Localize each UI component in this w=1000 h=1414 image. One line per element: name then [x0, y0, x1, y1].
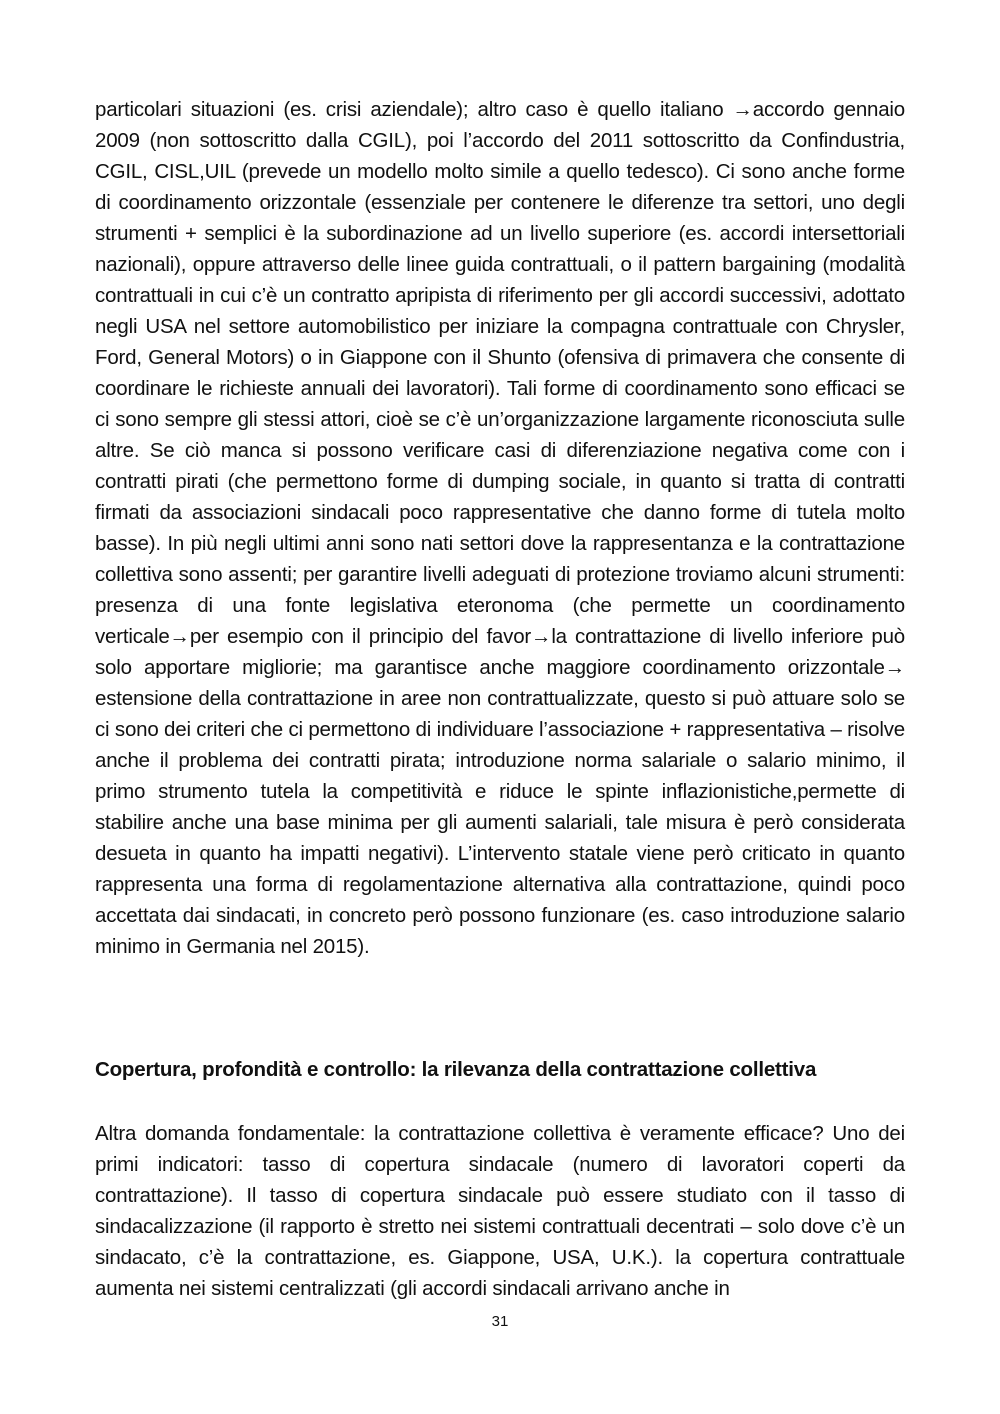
body-paragraph: particolari situazioni (es. crisi aziendale); altro caso è quello italiano →accordo gennaio 2009 (non sottoscritto dalla CGIL), poi l’accordo del 2011 sottoscritto da Confindustria, CGIL, CISL,UIL (prevede un modello molto simile a quello tedesco). Ci sono anche forme di coordinamento orizzontale (essenziale per contenere le diferenze tra settori, uno degli strumenti + semplici è la subordinazione ad un livello superiore (es. accordi intersettoriali nazionali), oppure attraverso delle linee guida contrattuali, o il pattern bargaining (modalità contrattuali in cui c’è un contratto apripista di riferimento per gli accordi successivi, adottato negli USA nel settore automobilistico per iniziare la compagna contrattuale con Chrysler, Ford, General Motors) o in Giappone con il Shunto (ofensiva di primavera che consente di coordinare le richieste annuali dei lavoratori). Tali forme di coordinamento sono efficaci se ci sono sempre gli stessi attori, cioè se c’è un’organizzazione largamente riconosciuta sulle altre. Se ciò manca si possono verificare casi di diferenziazione negativa come con i contratti pirati (che permettono forme di dumping sociale, in quanto si tratta di contratti firmati da associazioni sindacali poco rappresentative che danno forme di tutela molto basse). In più negli ultimi anni sono nati settori dove la rappresentanza e la contrattazione collettiva sono assenti; per garantire livelli adeguati di protezione troviamo alcuni strumenti: presenza di una fonte legislativa eteronoma (che permette un coordinamento verticale→per esempio con il principio del favor→la contrattazione di livello inferiore può solo apportare migliorie; ma garantisce anche maggiore coordinamento orizzontale→ estensione della contrattazione in aree non contrattualizzate, questo si può attuare solo se ci sono dei criteri che ci permettono di individuare l’associazione + rappresentativa – risolve anche il problema dei contratti pirata; introduzione norma salariale o salario minimo, il primo strumento tutela la competitività e riduce le spinte inflazionistiche,permette di stabilire anche una base minima per gli aumenti salariali, tale misura è però considerata desueta in quanto ha impatti negativi). L’intervento statale viene però criticato in quanto rappresenta una forma di regolamentazione alternativa alla contrattazione, quindi poco accettata dai sindacati, in concreto però possono funzionare (es. caso introduzione salario minimo in Germania nel 2015).	[95, 98, 905, 958]
page-number: 31	[491, 1313, 509, 1330]
body-paragraph: Altra domanda fondamentale: la contrattazione collettiva è veramente efficace? Uno dei primi indicatori: tasso di copertura sindacale (numero di lavoratori coperti da contrattazione). Il tasso di copertura sindacale può essere studiato con il tasso di sindacalizzazione (il rapporto è stretto nei sistemi contrattuali decentrati – solo dove c’è un sindacato, c’è la contrattazione, es. Giappone, USA, U.K.). la copertura contrattuale aumenta nei sistemi centralizzati (gli accordi sindacali arrivano anche in	[95, 1122, 905, 1300]
section-heading: Copertura, profondità e controllo: la rilevanza della contrattazione collettiva	[95, 1058, 817, 1081]
